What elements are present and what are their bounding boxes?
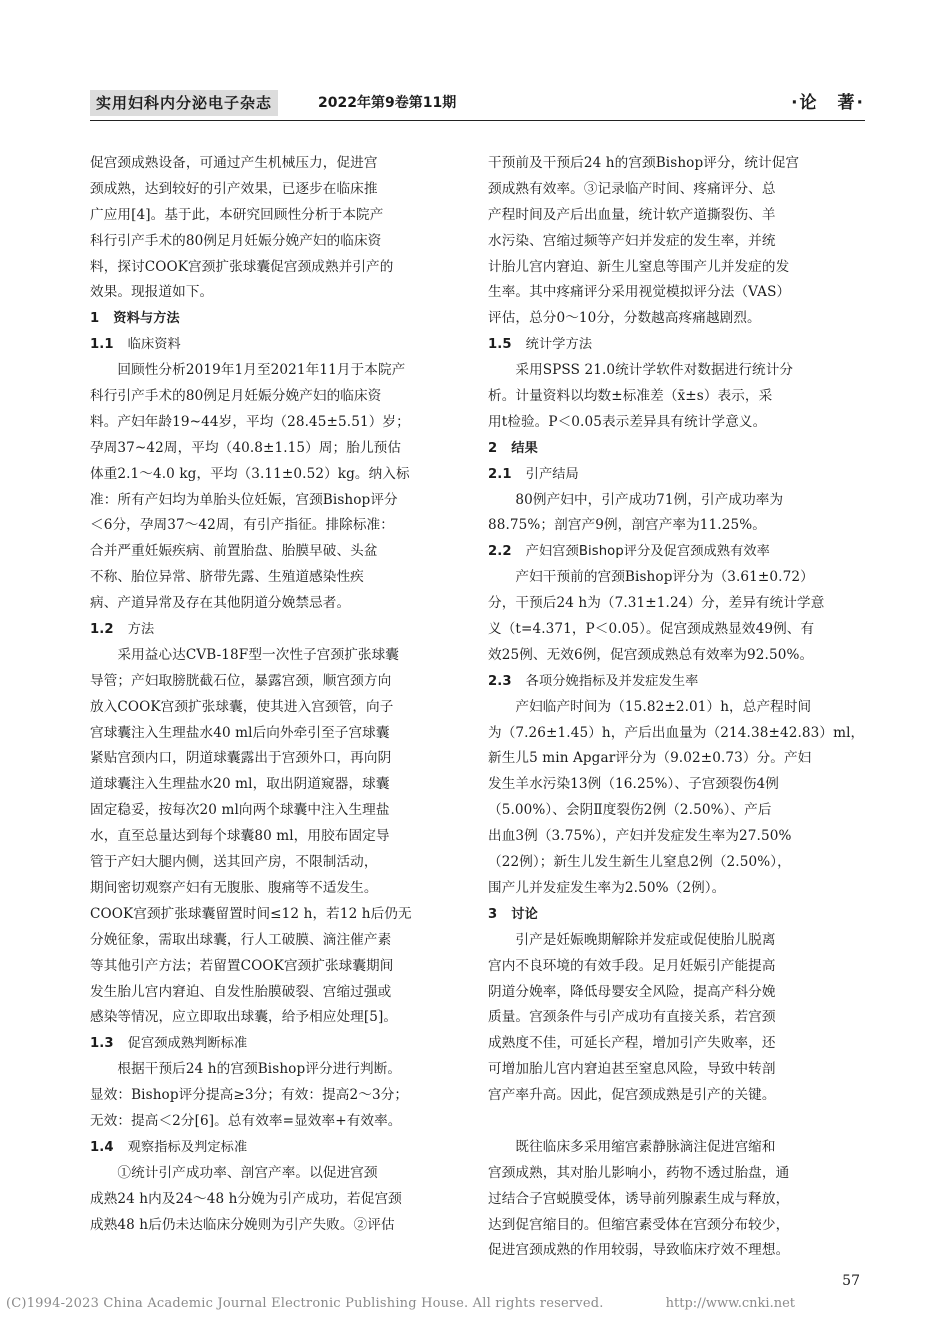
heading-text: 促宫颈成熟判断标准 xyxy=(127,1036,248,1052)
text-line: 产程时间及产后出血量，统计软产道撕裂伤、羊 xyxy=(488,206,776,223)
right-column xyxy=(488,151,866,1264)
text-line: 阴道分娩率，降低母婴安全风险，提高产科分娩 xyxy=(488,983,776,1000)
text-line: 析。计量资料以均数±标准差（x̄±s）表示，采 xyxy=(488,388,773,405)
heading-number: 1.4 xyxy=(90,1139,114,1155)
heading-text: 观察指标及判定标准 xyxy=(127,1139,248,1155)
text-line: 义（t=4.371，P＜0.05）。促宫颈成熟显效49例、有 xyxy=(488,621,815,638)
text-line: 不称、胎位异常、脐带先露、生殖道感染性疾 xyxy=(90,569,364,586)
heading-text: 统计学方法 xyxy=(525,337,593,353)
text-line: 广应用[4]。基于此，本研究回顾性分析于本院产 xyxy=(90,206,384,223)
heading-number: 2.2 xyxy=(488,544,512,560)
text-line: 促宫颈成熟设备，可通过产生机械压力，促进宫 xyxy=(90,155,378,171)
text-line: 合并严重妊娠疾病、前置胎盘、胎膜早破、头盆 xyxy=(90,543,378,560)
heading-text: 引产结局 xyxy=(525,466,579,482)
heading-text: 临床资料 xyxy=(127,337,181,353)
subsection-heading xyxy=(488,539,866,565)
text-line: 料，探讨COOK宫颈扩张球囊促宫颈成熟并引产的 xyxy=(90,258,394,275)
text-line: 生率。其中疼痛评分采用视觉模拟评分法（VAS） xyxy=(488,284,791,301)
heading-text: 结果 xyxy=(511,440,538,456)
heading-text: 产妇宫颈Bishop评分及促宫颈成熟有效率 xyxy=(525,544,770,560)
heading-text: 讨论 xyxy=(511,906,538,922)
text-line: 新生儿5 min Apgar评分为（9.02±0.73）分。产妇 xyxy=(488,750,812,767)
text-line: 分娩征象，需取出球囊，行人工破膜、滴注催产素 xyxy=(90,931,392,948)
text-line: 导管；产妇取膀胱截石位，暴露宫颈，顺宫颈方向 xyxy=(90,672,392,689)
page-header xyxy=(90,90,865,118)
text-line: 成熟24 h内及24～48 h分娩为引产成功，若促宫颈 xyxy=(90,1190,402,1207)
subsection-heading xyxy=(488,462,866,488)
text-line: 发生羊水污染13例（16.25%）、子宫颈裂伤4例 xyxy=(488,776,779,793)
section-heading xyxy=(90,306,470,332)
left-column xyxy=(90,151,470,1238)
text-line: ①统计引产成功率、剖宫产率。以促进宫颈 xyxy=(90,1164,378,1181)
text-line: 颈成熟，达到较好的引产效果，已逐步在临床推 xyxy=(90,180,378,197)
text-line: 道球囊注入生理盐水20 ml，取出阴道窥器，球囊 xyxy=(90,776,390,793)
text-line: 为（7.26±1.45）h，产后出血量为（214.38±42.83）ml， xyxy=(488,724,865,741)
text-line: 等其他引产方法；若留置COOK宫颈扩张球囊期间 xyxy=(90,957,394,974)
text-line: 水，直至总量达到每个球囊80 ml，用胶布固定导 xyxy=(90,828,390,845)
issue-info: 2022年第9卷第11期 xyxy=(318,95,457,111)
text-line: （22例）；新生儿发生新生儿窒息2例（2.50%）， xyxy=(488,854,791,871)
journal-name: 实用妇科内分泌电子杂志 xyxy=(90,90,278,116)
text-line xyxy=(488,1109,866,1135)
subsection-heading xyxy=(90,1135,470,1161)
text-line: 计胎儿宫内窘迫、新生儿窒息等围产儿并发症的发 xyxy=(488,258,790,275)
header-rule xyxy=(90,120,865,121)
text-line: 围产儿并发症发生率为2.50%（2例）。 xyxy=(488,879,726,896)
text-line: 宫内不良环境的有效手段。足月妊娠引产能提高 xyxy=(488,957,776,974)
text-line: 产妇临产时间为（15.82±2.01）h，总产程时间 xyxy=(488,698,812,715)
heading-text: 各项分娩指标及并发症发生率 xyxy=(525,673,699,689)
heading-number: 2.1 xyxy=(488,466,512,482)
text-line: 88.75%；剖宫产9例，剖宫产率为11.25%。 xyxy=(488,517,766,534)
text-line: 期间密切观察产妇有无腹胀、腹痛等不适发生。 xyxy=(90,879,378,896)
cnki-url: http://www.cnki.net xyxy=(665,1296,795,1311)
text-line: 根据干预后24 h的宫颈Bishop评分进行判断。 xyxy=(90,1061,402,1078)
text-line: 颈成熟有效率。③记录临产时间、疼痛评分、总 xyxy=(488,180,776,197)
text-line: 可增加胎儿宫内窘迫甚至窒息风险，导致中转剖 xyxy=(488,1061,776,1078)
text-line: 采用益心达CVB-18F型一次性子宫颈扩张球囊 xyxy=(90,646,399,663)
text-line: 紧贴宫颈内口，阴道球囊露出于宫颈外口，再向阴 xyxy=(90,750,392,767)
heading-number: 3 xyxy=(488,906,498,922)
heading-text: 资料与方法 xyxy=(113,311,180,327)
page-number: 57 xyxy=(842,1273,860,1289)
subsection-heading xyxy=(488,332,866,358)
text-line: 80例产妇中，引产成功71例，引产成功率为 xyxy=(488,491,784,508)
text-line: 达到促宫缩目的。但缩宫素受体在宫颈分布较少， xyxy=(488,1216,790,1233)
text-line: 引产是妊娠晚期解除并发症或促使胎儿脱离 xyxy=(488,931,776,948)
text-line: 孕周37~42周，平均（40.8±1.15）周；胎儿预估 xyxy=(90,439,402,456)
text-line: （5.00%）、会阴Ⅱ度裂伤2例（2.50%）、产后 xyxy=(488,802,772,819)
subsection-heading xyxy=(90,617,470,643)
heading-text: 方法 xyxy=(127,622,155,638)
heading-number: 1 xyxy=(90,311,100,327)
heading-number: 2.3 xyxy=(488,673,512,689)
text-line: 回顾性分析2019年1月至2021年11月于本院产 xyxy=(90,362,406,379)
text-line: 成熟48 h后仍未达临床分娩则为引产失败。②评估 xyxy=(90,1216,395,1233)
text-line: 宫颈成熟，其对胎儿影响小，药物不透过胎盘，通 xyxy=(488,1164,790,1181)
text-line: 科行引产手术的80例足月妊娠分娩产妇的临床资 xyxy=(90,388,382,405)
text-line: 既往临床多采用缩宫素静脉滴注促进宫缩和 xyxy=(488,1138,776,1155)
section-label: ·论 著· xyxy=(791,93,865,113)
text-line: 促进宫颈成熟的作用较弱，导致临床疗效不理想。 xyxy=(488,1242,790,1259)
heading-number: 1.1 xyxy=(90,337,114,353)
text-line: 质量。宫颈条件与引产成功有直接关系，若宫颈 xyxy=(488,1009,776,1026)
heading-number: 1.2 xyxy=(90,622,114,638)
text-line: COOK宫颈扩张球囊留置时间≤12 h，若12 h后仍无 xyxy=(90,905,412,922)
text-line: 成熟度不佳，可延长产程，增加引产失败率，还 xyxy=(488,1035,776,1052)
section-heading xyxy=(488,902,866,928)
text-line: 病、产道异常及存在其他阴道分娩禁忌者。 xyxy=(90,595,351,612)
text-line: 分，干预后24 h为（7.31±1.24）分，差异有统计学意 xyxy=(488,595,825,612)
text-line: 效果。现报道如下。 xyxy=(90,284,214,301)
heading-number: 1.3 xyxy=(90,1036,114,1052)
heading-number: 1.5 xyxy=(488,337,512,353)
text-line: 管于产妇大腿内侧，送其回产房，不限制活动， xyxy=(90,854,378,871)
text-line: 过结合子宫蜕膜受体，诱导前列腺素生成与释放， xyxy=(488,1190,790,1207)
text-line: 水污染、宫缩过频等产妇并发症的发生率，并统 xyxy=(488,232,776,249)
text-line: 产妇干预前的宫颈Bishop评分为（3.61±0.72） xyxy=(488,569,814,586)
text-line: ＜6分，孕周37～42周，有引产指征。排除标准： xyxy=(90,517,394,534)
text-line: 科行引产手术的80例足月妊娠分娩产妇的临床资 xyxy=(90,232,382,249)
section-heading xyxy=(488,436,866,462)
text-line: 采用SPSS 21.0统计学软件对数据进行统计分 xyxy=(488,362,794,379)
text-line: 出血3例（3.75%），产妇并发症发生率为27.50% xyxy=(488,828,792,845)
text-line: 准：所有产妇均为单胎头位妊娠，宫颈Bishop评分 xyxy=(90,491,398,508)
text-line: 无效：提高＜2分[6]。总有效率=显效率+有效率。 xyxy=(90,1112,402,1129)
text-line: 用t检验。P＜0.05表示差异具有统计学意义。 xyxy=(488,413,767,430)
copyright-footer: (C)1994-2023 China Academic Journal Electronic Publishing House. All rights reserved. xyxy=(6,1296,604,1311)
subsection-heading xyxy=(488,669,866,695)
text-line: 体重2.1～4.0 kg，平均（3.11±0.52）kg。纳入标 xyxy=(90,465,410,482)
text-line: 感染等情况，应立即取出球囊，给予相应处理[5]。 xyxy=(90,1009,398,1026)
text-line: 效25例、无效6例，促宫颈成熟总有效率为92.50%。 xyxy=(488,646,814,663)
text-line: 料。产妇年龄19~44岁，平均（28.45±5.51）岁； xyxy=(90,413,410,430)
text-line: 评估，总分0～10分，分数越高疼痛越剧烈。 xyxy=(488,310,761,327)
subsection-heading xyxy=(90,1031,470,1057)
text-line: 宫球囊注入生理盐水40 ml后向外牵引至子宫球囊 xyxy=(90,724,390,741)
text-line: 显效：Bishop评分提高≥3分；有效：提高2～3分； xyxy=(90,1087,409,1104)
text-line: 放入COOK宫颈扩张球囊，使其进入宫颈管，向子 xyxy=(90,698,394,715)
text-line: 干预前及干预后24 h的宫颈Bishop评分，统计促宫 xyxy=(488,155,800,171)
heading-number: 2 xyxy=(488,440,498,456)
text-line: 宫产率升高。因此，促宫颈成熟是引产的关键。 xyxy=(488,1087,776,1104)
text-line: 发生胎儿宫内窘迫、自发性胎膜破裂、宫缩过强或 xyxy=(90,983,392,1000)
text-line: 固定稳妥，按每次20 ml向两个球囊中注入生理盐 xyxy=(90,802,390,819)
subsection-heading xyxy=(90,332,470,358)
